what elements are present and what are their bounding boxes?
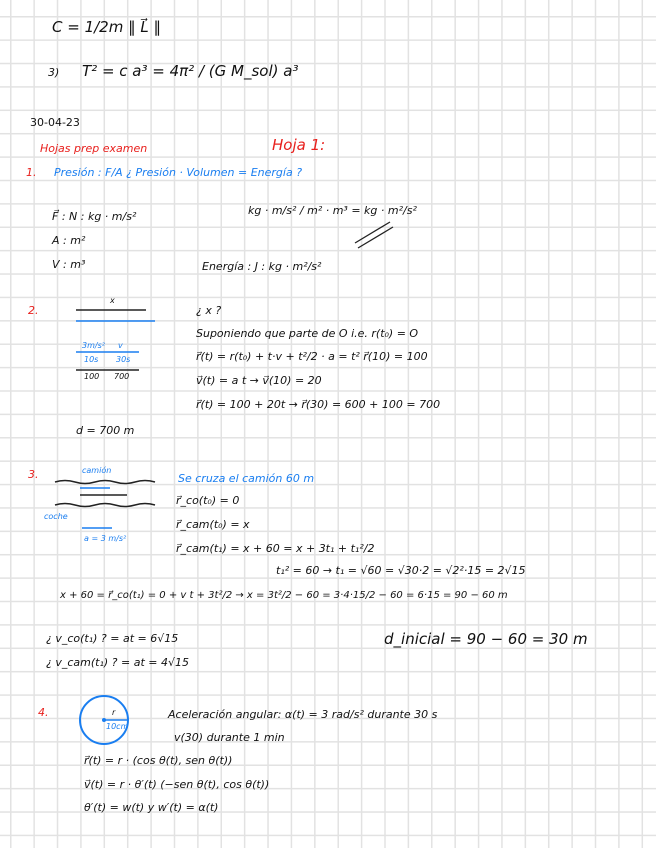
p1-calc: kg · m/s² / m² · m³ = kg · m²/s² [248, 204, 417, 217]
p2-line: Suponiendo que parte de O i.e. r(t₀) = O [196, 327, 419, 340]
p1-energy: Energía : J : kg · m²/s² [202, 260, 322, 273]
diagram-label: 10cm [106, 722, 129, 731]
equation-angular: C = 1/2m ‖ L⃗ ‖ [52, 18, 161, 36]
diagram-label: 30s [116, 355, 131, 364]
problem-1-number: 1. [26, 166, 37, 179]
p1-line: A : m² [52, 234, 86, 247]
p3-line: t₁² = 60 → t₁ = √60 = √30·2 = √2²·15 = 2√15 [276, 564, 526, 577]
p3-answer: d_inicial = 90 − 60 = 30 m [384, 630, 588, 648]
equation-kepler: T² = c a³ = 4π² / (G M_sol) a³ [82, 62, 299, 80]
date: 30-04-23 [30, 116, 80, 129]
diagram-label: coche [44, 512, 68, 521]
problem-3-number: 3. [28, 468, 39, 481]
p2-line: v⃗(t) = a t → v⃗(10) = 20 [196, 374, 322, 387]
diagram-label: 700 [114, 372, 130, 381]
diagram-label: camión [82, 466, 112, 475]
p2-answer: d = 700 m [76, 424, 135, 437]
header-right: Hoja 1: [272, 136, 326, 154]
diagram-label: v [118, 341, 123, 350]
diagram-label: 100 [84, 372, 100, 381]
header-left: Hojas prep examen [40, 142, 148, 155]
p2-line: r⃗(t) = r(t₀) + t·v + t²/2 · a = t² r⃗(10) = 100 [196, 350, 428, 363]
p4-line: v(30) durante 1 min [174, 731, 285, 744]
diagram-label: a = 3 m/s² [84, 534, 127, 543]
p4-line: r⃗(t) = r · (cos θ(t), sen θ(t)) [84, 754, 233, 767]
p1-line: V : m³ [52, 258, 86, 271]
p3-line: r⃗_co(t₀) = 0 [176, 494, 240, 507]
p2-line: ¿ x ? [196, 304, 222, 317]
p4-line: v⃗(t) = r · θ′(t) (−sen θ(t), cos θ(t)) [84, 778, 270, 791]
problem-4-number: 4. [38, 706, 49, 719]
p3-line: x + 60 = r⃗_co(t₁) = 0 + v t + 3t²/2 → x = 3t²/2 − 60 = 3·4·15/2 − 60 = 6·15 = 90 − 60 m [60, 590, 508, 601]
problem-2-number: 2. [28, 304, 39, 317]
p4-line: Aceleración angular: α(t) = 3 rad/s² durante 30 s [168, 708, 438, 721]
diagram-label: 3m/s² [82, 341, 105, 350]
p4-line: θ′(t) = w(t) y w′(t) = α(t) [84, 801, 219, 814]
p3-diagram [55, 481, 155, 529]
p2-line: r⃗(t) = 100 + 20t → r⃗(30) = 600 + 100 = 700 [196, 398, 441, 411]
p1-line: F⃗ : N : kg · m/s² [52, 210, 137, 223]
p3-line: r⃗_cam(t₁) = x + 60 = x + 3t₁ + t₁²/2 [176, 542, 375, 555]
p4-circle-diagram [80, 696, 128, 744]
equation-label: 3) [48, 66, 60, 79]
diagram-label: 10s [84, 355, 99, 364]
double-arrow-icon [355, 222, 393, 248]
diagram-label: x [110, 296, 115, 305]
p3-title: Se cruza el camión 60 m [178, 472, 315, 485]
p3-line: ¿ v_co(t₁) ? = at = 6√15 [46, 632, 179, 645]
diagram-label: r [112, 708, 116, 717]
p3-line: ¿ v_cam(t₁) ? = at = 4√15 [46, 656, 189, 669]
p3-line: r⃗_cam(t₀) = x [176, 518, 250, 531]
problem-1-question: Presión : F/A ¿ Presión · Volumen = Energía ? [54, 166, 303, 179]
